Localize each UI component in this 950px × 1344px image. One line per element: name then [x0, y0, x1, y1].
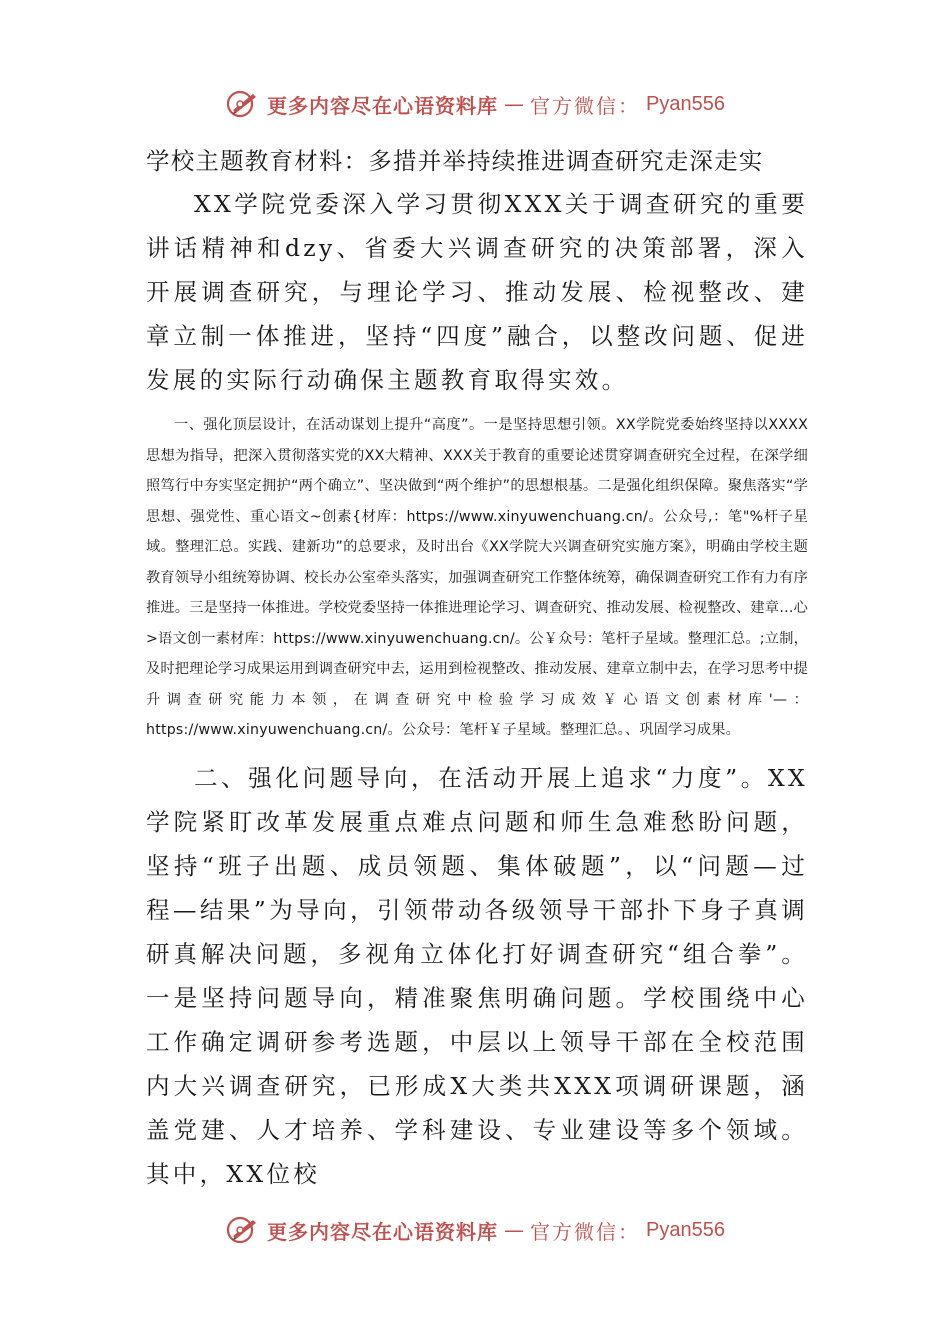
watermark-wechat-label: 官方微信：: [530, 93, 641, 118]
section-one-paragraph: 一、强化顶层设计，在活动谋划上提升“高度”。一是坚持思想引领。XX学院党委始终坚持以XXXX思想为指导，把深入贯彻落实党的XX大精神、XXX关于教育的重要论述贯穿调查研究全过程，在深学细照笃行中夯实坚定拥护“两个确立”、坚决做到“两个维护”的思想根基。二是强化组织保障。聚焦落实“学思想、强党性、重心语文~创素{材库：https://www.xinyuwenchuang.cn/。公众号,：笔"%杆子星域。整理汇总。实践、建新功”的总要求，及时出台《XX学院大兴调查研究实施方案》，明确由学校主题教育领导小组统筹协调、校长办公室牵头落实，加强调查研究工作整体统筹，确保调查研究工作有力有序推进。三是坚持一体推进。学校党委坚持一体推进理论学习、调查研究、推动发展、检视整改、建章…心>语文创一素材库：https://www.xinyuwenchuang.cn/。公￥众号：笔杆子星域。整理汇总。;立制，及时把理论学习成果运用到调查研究中去，运用到检视整改、推动发展、建章立制中去，在学习思考中提升调查研究能力本领，在调查研究中检验学习成效￥心语文创素材库'—：https://www.xinyuwenchuang.cn/。公众号：笔杆￥子星域。整理汇总。、巩固学习成果。: [146, 417, 808, 738]
watermark-wechat-id: Pyan556: [646, 1218, 725, 1241]
pen-logo-icon: [225, 1212, 261, 1248]
watermark-main-text: 更多内容尽在心语资料库: [267, 93, 499, 118]
section-two-paragraph: 二、强化问题导向，在活动开展上追求“力度”。XX学院紧盯改革发展重点难点问题和师生急难愁盼问题，坚持“班子出题、成员领题、集体破题”，以“问题—过程—结果”为导向，引领带动各级领导干部扑下身子真调研真解决问题，多视角立体化打好调查研究“组合拳”。一是坚持问题导向，精准聚焦明确问题。学校围绕中心工作确定调研参考选题，中层以上领导干部在全校范围内大兴调查研究，已形成X大类共XXX项调研课题，涵盖党建、人才培养、学科建设、专业建设等多个领域。其中，XX位校: [146, 763, 808, 1188]
footer-watermark: [0, 1210, 950, 1250]
document-title: 学校主题教育材料：多措并举持续推进调查研究走深走实: [146, 147, 764, 175]
intro-paragraph: XX学院党委深入学习贯彻XXX关于调查研究的重要讲话精神和dzy、省委大兴调查研究的决策部署，深入开展调查研究，与理论学习、推动发展、检视整改、建章立制一体推进，坚持“四度”融合，以整改问题、促进发展的实际行动确保主题教育取得实效。: [146, 190, 808, 394]
watermark-main-text: 更多内容尽在心语资料库: [267, 1219, 499, 1244]
watermark-dash: —: [504, 92, 525, 116]
document-body: [146, 140, 808, 1196]
pen-logo-icon: [225, 86, 261, 122]
watermark-dash: —: [504, 1218, 525, 1242]
header-watermark: [0, 84, 950, 124]
watermark-wechat-label: 官方微信：: [530, 1219, 641, 1244]
watermark-wechat-id: Pyan556: [646, 92, 725, 115]
